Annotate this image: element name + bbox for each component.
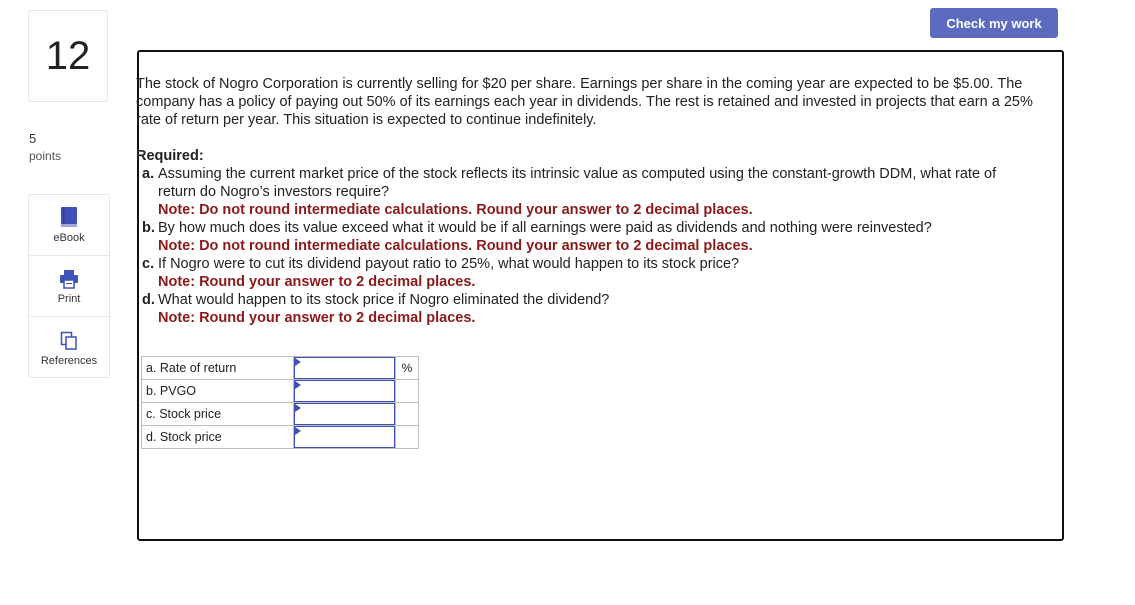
tools-panel [28,194,110,378]
answer-input-cell [294,357,396,380]
question-number-box [28,10,108,102]
part-d [136,291,1036,327]
stock-price-c-input[interactable] [294,403,395,425]
required-heading: Required: [136,148,204,164]
answer-unit [396,380,419,403]
points-value: 5 [29,131,37,146]
part-note: Note: Round your answer to 2 decimal places. [158,274,476,290]
ebook-button[interactable] [29,195,109,256]
question-text [136,75,1036,327]
print-label: Print [57,293,81,305]
ebook-label: eBook [53,232,85,244]
answer-input-cell [294,380,396,403]
part-note: Note: Round your answer to 2 decimal places. [158,310,476,326]
answer-label: b. PVGO [142,380,294,403]
references-button[interactable] [29,317,109,378]
answer-label: a. Rate of return [142,357,294,380]
answer-table [141,356,419,449]
part-text: If Nogro were to cut its dividend payout ratio to 25%, what would happen to its stock price? [158,256,740,272]
print-button[interactable] [29,256,109,317]
part-note: Note: Do not round intermediate calculations. Round your answer to 2 decimal places. [158,238,753,254]
answer-row-a [142,357,419,380]
part-a [136,165,1036,219]
answer-input-cell [294,403,396,426]
part-note: Note: Do not round intermediate calculations. Round your answer to 2 decimal places. [158,202,753,218]
part-text: What would happen to its stock price if Nogro eliminated the dividend? [158,292,610,308]
answer-row-d [142,426,419,449]
book-icon [60,206,78,228]
question-number: 12 [45,33,91,78]
answer-unit [396,426,419,449]
stock-price-d-input[interactable] [294,426,395,448]
points-label: points [29,149,62,163]
part-b [136,219,1036,255]
printer-icon [59,267,79,289]
part-letter: d. [142,292,155,308]
part-letter: c. [142,256,155,272]
answer-row-c [142,403,419,426]
part-letter: a. [142,166,155,182]
part-c [136,255,1036,291]
references-icon [60,329,78,351]
answer-label: d. Stock price [142,426,294,449]
problem-intro: The stock of Nogro Corporation is currently selling for $20 per share. Earnings per share in the coming year are expected to be $5.00. The company has a policy of paying out 50% of its earnings each year in dividends. The rest is retained and invested in projects that earn a 25% rate of return per year. This situation is expected to continue indefinitely. [136,76,1033,128]
answer-input-cell [294,426,396,449]
part-text: By how much does its value exceed what it would be if all earnings were paid as dividends and nothing were reinvested? [158,220,932,236]
rate-of-return-input[interactable] [294,357,395,379]
part-letter: b. [142,220,155,236]
check-my-work-button[interactable]: Check my work [930,8,1058,38]
answer-label: c. Stock price [142,403,294,426]
part-text: Assuming the current market price of the stock reflects its intrinsic value as computed using the constant-growth DDM, what rate of return do Nogro’s investors require? [158,166,997,200]
answer-row-b [142,380,419,403]
answer-unit: % [396,357,419,380]
references-label: References [40,354,98,367]
required-section [136,147,1036,327]
answer-unit [396,403,419,426]
pvgo-input[interactable] [294,380,395,402]
